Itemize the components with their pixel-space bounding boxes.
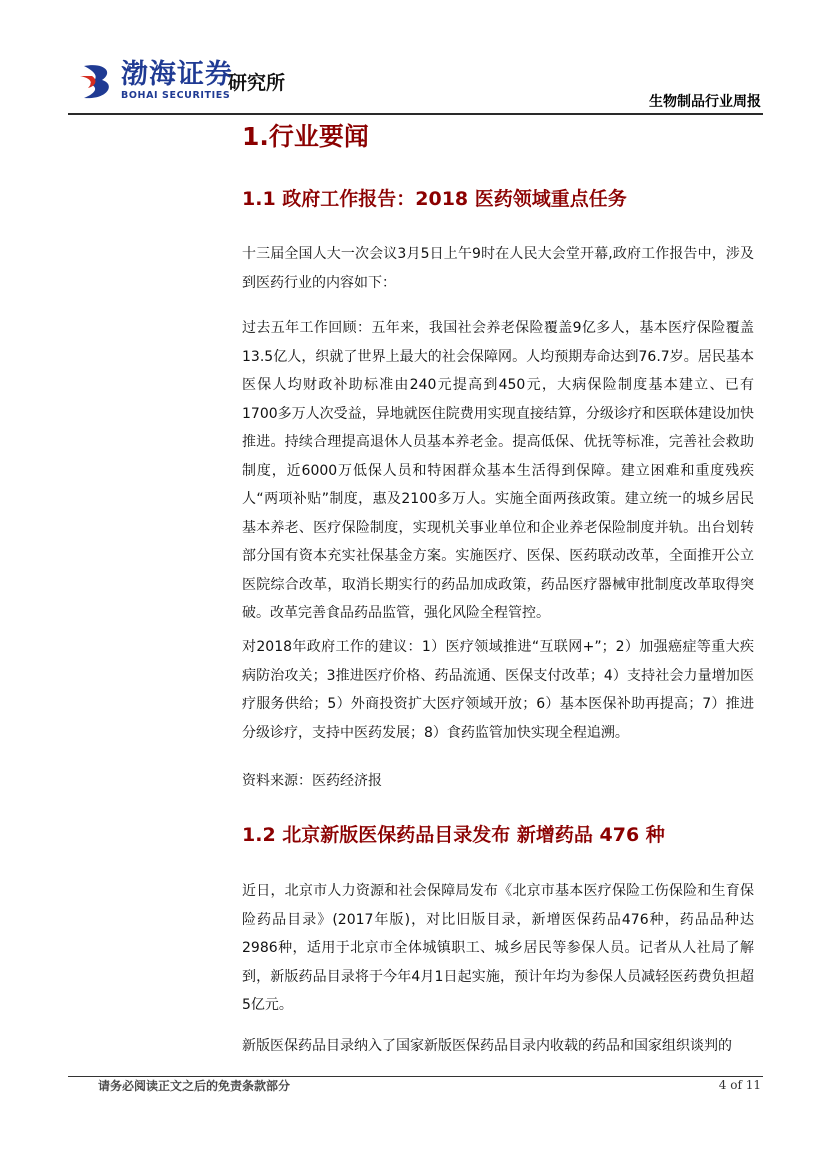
section-title: 1.行业要闻 (242, 122, 369, 151)
paragraph-catalog-contents: 新版医保药品目录纳入了国家新版医保药品目录内收载的药品和国家组织谈判的 (242, 1038, 732, 1054)
disclaimer-text: 请务必阅读正文之后的免责条款部分 (98, 1079, 291, 1093)
paragraph-review: 过去五年工作回顾：五年来，我国社会养老保险覆盖9亿多人，基本医疗保险覆盖13.5亿人，织就了世界上最大的社会保障网。人均预期寿命达到76.7岁。居民基本医保人均财政补助标准由240元提高到450元，大病保险制度基本建立、已有 1700多万人次受益，异地就医住院费用实现直接结算，分级诊疗和医联体建设加快推进。持续合理提高退休人员基本养老金。提高低保、优抚等标准，完善社会救助制度，近6000万低保人员和特困群众基本生活得到保障。建立困难和重度残疾人“两项补贴”制度，惠及2100多万人。实施全面两孩政策。建立统一的城乡居民基本养老、医疗保险制度，实现机关事业单位和企业养老保险制度并轨。出台划转部分国有资本充实社保基金方案。实施医疗、医保、医药联动改革，全面推开公立医院综合改革，取消长期实行的药品加成政策，药品医疗器械审批制度改革取得突破。改革完善食品药品监管，强化风险全程管控。 (242, 320, 754, 621)
bohai-logo-icon (78, 62, 118, 102)
paragraph-suggestions: 对2018年政府工作的建议：1）医疗领域推进“互联网+”；2）加强癌症等重大疾病防治攻关；3推进医疗价格、药品流通、医保支付改革；4）支持社会力量增加医疗服务供给；5）外商投资扩大医疗领域开放；6）基本医保补助再提高；7）推进分级诊疗，支持中医药发展；8）食药监管加快实现全程追溯。 (242, 639, 754, 741)
paragraph-beijing-catalog: 近日，北京市人力资源和社会保障局发布《北京市基本医疗保险工伤保险和生育保险药品目录》(2017年版)，对比旧版目录，新增医保药品476种，药品品种达2986种，适用于北京市全体城镇职工、城乡居民等参保人员。记者从人社局了解到，新版药品目录将于今年4月1日起实施，预计年均为参保人员减轻医药费负担超5亿元。 (242, 883, 754, 1013)
company-logo (78, 60, 293, 108)
subsection-title-1-2: 1.2 北京新版医保药品目录发布 新增药品 476 种 (242, 824, 665, 846)
report-title: 生物制品行业周报 (649, 94, 761, 110)
page-number: 4 of 11 (718, 1078, 761, 1092)
logo-chinese-name: 渤海证券 (121, 59, 233, 90)
institute-label: 研究所 (228, 72, 286, 94)
paragraph-intro: 十三届全国人大一次会议3月5日上午9时在人民大会堂开幕,政府工作报告中，涉及到医药行业的内容如下： (242, 246, 754, 291)
header-divider (68, 113, 763, 115)
logo-english-name: BOHAI SECURITIES (121, 90, 231, 101)
source-note: 资料来源：医药经济报 (242, 773, 382, 789)
subsection-title-1-1: 1.1 政府工作报告：2018 医药领域重点任务 (242, 188, 627, 210)
